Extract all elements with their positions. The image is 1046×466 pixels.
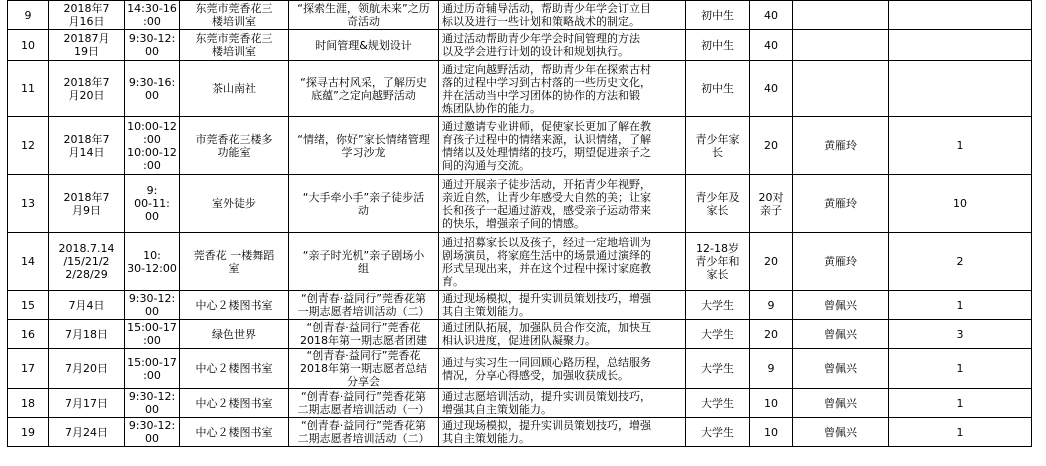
cell-place: 绿色世界	[180, 320, 289, 349]
cell-staff: 曾佩兴	[793, 389, 889, 418]
cell-sessions: 10	[889, 175, 1032, 233]
cell-count: 40	[750, 30, 793, 61]
cell-desc: 通过活动帮助青少年学会时间管理的方法 以及学会进行计划的设计和规划执行。	[439, 30, 686, 61]
cell-no: 12	[8, 117, 49, 175]
cell-desc: 通过志愿培训活动，提升实训员策划技巧， 增强其自主策划能力。	[439, 389, 686, 418]
cell-desc: 通过邀请专业讲师，促使家长更加了解在教 育孩子过程中的情绪来源，认识情绪，了解 情绪以及处理情绪的技巧，期望促进亲子之 间的沟通与交流。	[439, 117, 686, 175]
cell-desc: 通过历奇辅导活动，帮助青少年学会订立目 标以及进行一些计划和策略战术的制定。	[439, 1, 686, 30]
cell-time: 9: 00-11: 00	[125, 175, 180, 233]
cell-place: 中心２楼图书室	[180, 291, 289, 320]
cell-staff: 黄雁玲	[793, 175, 889, 233]
cell-name: “大手牵小手”亲子徒步活 动	[289, 175, 439, 233]
cell-desc: 通过招募家长以及孩子，经过一定地培训为 剧场演员，将家庭生活中的场景通过演绎的 形式呈现出来，并在这个过程中探讨家庭教 育。	[439, 233, 686, 291]
cell-count: 20	[750, 233, 793, 291]
table-row	[8, 349, 1032, 389]
cell-time: 9:30-12: 00	[125, 30, 180, 61]
cell-date: 2018年7 月9日	[49, 175, 125, 233]
cell-desc: 通过定向越野活动，帮助青少年在探索古村 落的过程中学习到古村落的一些历史文化， 并在活动当中学习团体的协作的方法和锻 炼团队协作的能力。	[439, 61, 686, 117]
cell-no: 18	[8, 389, 49, 418]
cell-sessions: 1	[889, 349, 1032, 389]
cell-count: 20对 亲子	[750, 175, 793, 233]
cell-sessions	[889, 1, 1032, 30]
cell-sessions: 2	[889, 233, 1032, 291]
cell-time: 10: 30-12:00	[125, 233, 180, 291]
table-row	[8, 320, 1032, 349]
cell-count: 10	[750, 418, 793, 447]
cell-staff	[793, 61, 889, 117]
cell-staff	[793, 1, 889, 30]
cell-name: “探寻古村风采，了解历史 底蕴”之定向越野活动	[289, 61, 439, 117]
table-row	[8, 1, 1032, 30]
table-row	[8, 291, 1032, 320]
cell-target: 大学生	[686, 389, 750, 418]
cell-sessions: 3	[889, 320, 1032, 349]
cell-date: 2018年7 月20日	[49, 61, 125, 117]
cell-no: 11	[8, 61, 49, 117]
cell-date: 7月24日	[49, 418, 125, 447]
table-row	[8, 175, 1032, 233]
table-row	[8, 389, 1032, 418]
cell-no: 16	[8, 320, 49, 349]
cell-name: 时间管理&规划设计	[289, 30, 439, 61]
cell-time: 9:30-12: 00	[125, 389, 180, 418]
cell-no: 15	[8, 291, 49, 320]
cell-place: 东莞市莞香花三 楼培训室	[180, 1, 289, 30]
cell-time: 9:30-12: 00	[125, 291, 180, 320]
cell-time: 10:00-12 :00 10:00-12 :00	[125, 117, 180, 175]
cell-name: “探索生涯，领航未来”之历 奇活动	[289, 1, 439, 30]
cell-time: 15:00-17 :00	[125, 349, 180, 389]
cell-date: 2018年7 月14日	[49, 117, 125, 175]
cell-count: 40	[750, 61, 793, 117]
cell-time: 9:30-12: 00	[125, 418, 180, 447]
cell-desc: 通过现场模拟，提升实训员策划技巧，增强 其自主策划能力。	[439, 418, 686, 447]
cell-time: 15:00-17 :00	[125, 320, 180, 349]
cell-sessions: 1	[889, 389, 1032, 418]
cell-desc: 通过开展亲子徒步活动，开拓青少年视野， 亲近自然，让青少年感受大自然的美；让家 长和孩子一起通过游戏，感受亲子运动带来 的快乐，增强亲子间的情感。	[439, 175, 686, 233]
cell-sessions	[889, 30, 1032, 61]
cell-place: 室外徒步	[180, 175, 289, 233]
cell-staff: 曾佩兴	[793, 320, 889, 349]
cell-target: 大学生	[686, 349, 750, 389]
cell-date: 2018.7.14 /15/21/2 2/28/29	[49, 233, 125, 291]
table-row	[8, 30, 1032, 61]
cell-count: 10	[750, 389, 793, 418]
cell-staff: 黄雁玲	[793, 233, 889, 291]
cell-date: 7月18日	[49, 320, 125, 349]
cell-sessions	[889, 61, 1032, 117]
cell-staff: 黄雁玲	[793, 117, 889, 175]
cell-date: 7月20日	[49, 349, 125, 389]
cell-name: “创青春·益同行”莞香花 2018年第一期志愿者总结 分享会	[289, 349, 439, 389]
cell-no: 14	[8, 233, 49, 291]
cell-name: “亲子时光机”亲子剧场小 组	[289, 233, 439, 291]
cell-sessions: 1	[889, 291, 1032, 320]
cell-target: 青少年及 家长	[686, 175, 750, 233]
cell-desc: 通过与实习生一同回顾心路历程，总结服务 情况，分享心得感受，加强收获成长。	[439, 349, 686, 389]
table-row	[8, 233, 1032, 291]
table-row	[8, 418, 1032, 447]
cell-date: 2018年7 月16日	[49, 1, 125, 30]
cell-count: 20	[750, 320, 793, 349]
cell-date: 7月4日	[49, 291, 125, 320]
cell-place: 中心２楼图书室	[180, 349, 289, 389]
cell-sessions: 1	[889, 418, 1032, 447]
cell-place: 茶山南社	[180, 61, 289, 117]
cell-no: 10	[8, 30, 49, 61]
cell-name: “创青春·益同行”莞香花 2018年第一期志愿者团建	[289, 320, 439, 349]
cell-no: 13	[8, 175, 49, 233]
cell-date: 7月17日	[49, 389, 125, 418]
cell-name: “创青春·益同行”莞香花第 二期志愿者培训活动（一）	[289, 389, 439, 418]
cell-name: “创青春·益同行”莞香花第 一期志愿者培训活动（二）	[289, 291, 439, 320]
cell-name: “情绪，你好”家长情绪管理 学习沙龙	[289, 117, 439, 175]
cell-target: 12-18岁 青少年和 家长	[686, 233, 750, 291]
cell-date: 20187月 19日	[49, 30, 125, 61]
cell-place: 莞香花 一楼舞蹈 室	[180, 233, 289, 291]
cell-count: 9	[750, 349, 793, 389]
cell-no: 19	[8, 418, 49, 447]
cell-desc: 通过现场模拟，提升实训员策划技巧，增强 其自主策划能力。	[439, 291, 686, 320]
cell-place: 中心２楼图书室	[180, 418, 289, 447]
cell-target: 大学生	[686, 291, 750, 320]
cell-staff	[793, 30, 889, 61]
cell-staff: 曾佩兴	[793, 349, 889, 389]
cell-desc: 通过团队拓展，加强队员合作交流，加快互 相认识进度，促进团队凝聚力。	[439, 320, 686, 349]
cell-place: 东莞市莞香花三 楼培训室	[180, 30, 289, 61]
table-row	[8, 61, 1032, 117]
cell-staff: 曾佩兴	[793, 418, 889, 447]
cell-place: 中心２楼图书室	[180, 389, 289, 418]
cell-time: 14:30-16 :00	[125, 1, 180, 30]
cell-target: 初中生	[686, 61, 750, 117]
cell-target: 青少年家 长	[686, 117, 750, 175]
cell-no: 17	[8, 349, 49, 389]
cell-place: 市莞香花三楼多 功能室	[180, 117, 289, 175]
cell-sessions: 1	[889, 117, 1032, 175]
table-row	[8, 117, 1032, 175]
cell-staff: 曾佩兴	[793, 291, 889, 320]
cell-no: 9	[8, 1, 49, 30]
activity-table	[7, 0, 1032, 447]
cell-time: 9:30-16: 00	[125, 61, 180, 117]
cell-name: “创青春·益同行”莞香花第 二期志愿者培训活动（二）	[289, 418, 439, 447]
cell-target: 大学生	[686, 320, 750, 349]
cell-count: 40	[750, 1, 793, 30]
cell-count: 20	[750, 117, 793, 175]
cell-target: 初中生	[686, 1, 750, 30]
cell-target: 初中生	[686, 30, 750, 61]
cell-count: 9	[750, 291, 793, 320]
cell-target: 大学生	[686, 418, 750, 447]
